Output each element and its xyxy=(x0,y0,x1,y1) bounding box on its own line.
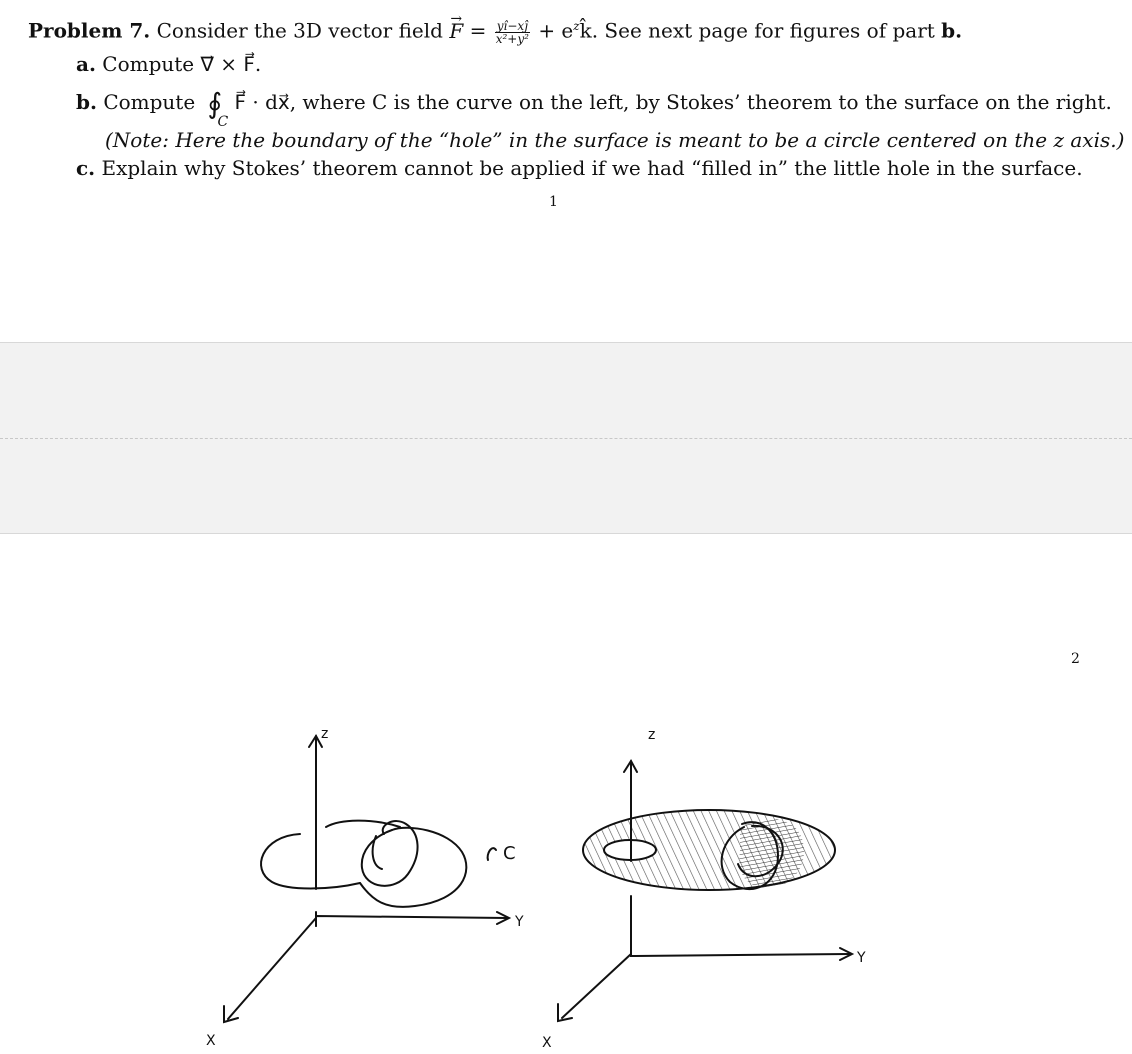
part-a-label: a. xyxy=(76,52,96,76)
y-label: Y xyxy=(515,914,524,930)
contour-subscript: C xyxy=(217,114,229,130)
x-axis xyxy=(562,954,631,1018)
part-c xyxy=(76,156,1083,180)
y-axis xyxy=(316,916,507,926)
fraction-denominator: x²+y² xyxy=(495,31,529,46)
fraction-numerator: yî−xĵ xyxy=(495,20,530,33)
left-figure xyxy=(206,726,524,1049)
part-c-label: c. xyxy=(76,156,96,180)
field-fraction xyxy=(495,20,530,45)
curve-label: C xyxy=(503,843,516,864)
figures xyxy=(0,534,1132,1054)
curve-c-left-loop xyxy=(261,834,360,889)
right-figure xyxy=(542,727,866,1051)
page-number: 2 xyxy=(1071,651,1080,667)
intro-text-2: k̂. See next page for figures of part xyxy=(579,18,935,43)
part-a xyxy=(76,52,261,76)
z-label: z xyxy=(321,726,329,742)
page-gap xyxy=(0,342,1132,439)
y-axis xyxy=(631,896,850,956)
curve-c-inner-stroke xyxy=(373,836,382,869)
x-axis-arrowhead xyxy=(558,1004,572,1021)
exp-term: + e xyxy=(538,18,574,43)
part-b xyxy=(76,87,1112,130)
vector-F: → F xyxy=(449,19,463,43)
part-b-label: b. xyxy=(76,90,97,114)
part-b-text-1: Compute xyxy=(103,90,196,114)
intro-text: Consider the 3D vector field xyxy=(156,18,443,43)
contour-integral-symbol: ∮ C xyxy=(207,87,229,130)
part-c-text: Explain why Stokes’ theorem cannot be applied if we had “filled in” the little hole in the surface. xyxy=(101,156,1083,180)
document-page-1 xyxy=(0,0,1132,342)
page-number: 1 xyxy=(549,194,558,210)
part-a-text: Compute ∇⃗ × F⃗. xyxy=(102,52,262,76)
note: (Note: Here the boundary of the “hole” in the surface is meant to be a circle centered on the z axis.) xyxy=(105,128,1125,152)
x-axis-arrowhead xyxy=(224,1006,238,1022)
part-ref: b. xyxy=(941,18,963,43)
x-label: X xyxy=(542,1035,552,1051)
part-b-text-2: F⃗ · dx⃗, where C is the curve on the left, by Stokes’ theorem to the surface on the right. xyxy=(234,90,1112,114)
x-label: X xyxy=(206,1033,216,1049)
z-label: z xyxy=(648,727,656,743)
c-tick xyxy=(488,848,496,860)
curve-c-figure-eight xyxy=(362,821,418,886)
problem-statement: Problem 7. Consider the 3D vector field → F = $\frac{yî-xĵ}{\text{x²+y²}}$ + $e^zk̂$. See next page for figures of part b. xyxy=(28,14,962,45)
page-gap-lower xyxy=(0,439,1132,534)
exp-superscript: z xyxy=(573,19,580,33)
problem-label: Problem 7. xyxy=(28,18,151,43)
x-axis xyxy=(228,918,316,1019)
document-page-2 xyxy=(0,534,1132,1054)
y-label: Y xyxy=(857,950,866,966)
